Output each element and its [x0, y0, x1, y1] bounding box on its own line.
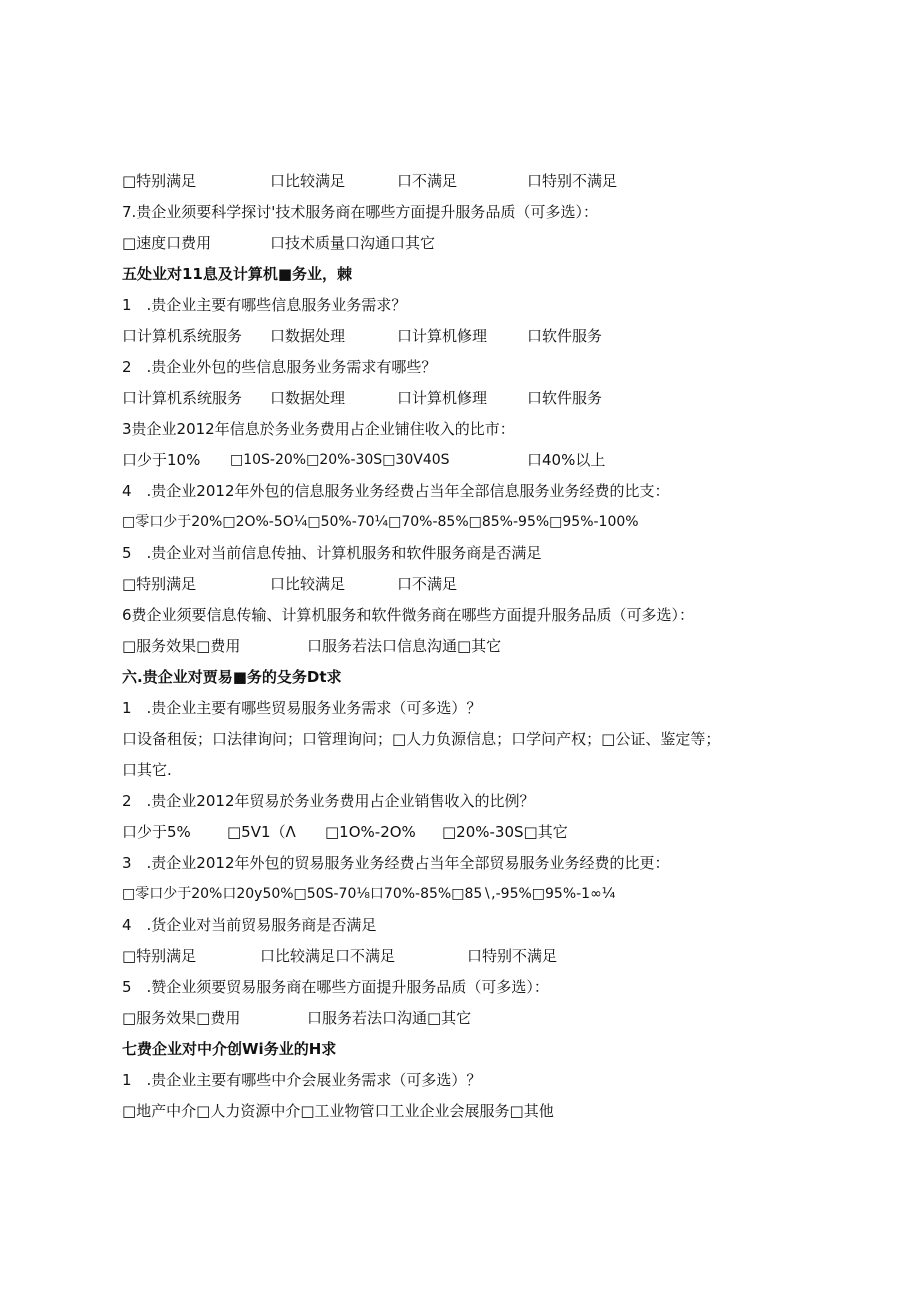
- option-not-satisfied[interactable]: 口不满足: [397, 172, 458, 190]
- option-computer-repair[interactable]: 口计算机修理: [397, 327, 488, 345]
- option-above-40[interactable]: 口40%以上: [527, 451, 606, 469]
- question-7-1: 1 .贵企业主要有哪些中介会展业务需求（可多选）？: [122, 1071, 482, 1089]
- option-speed-cost[interactable]: □速度口费用: [122, 234, 212, 252]
- option-below-10[interactable]: 口少于10%: [122, 451, 201, 469]
- answer-options-5-4[interactable]: □零口少于20%□2O%-5O¼□50%-70¼□70%-85%□85%-95%□95%-100%: [122, 514, 639, 530]
- option-effect-cost[interactable]: □服务效果□费用: [122, 1009, 241, 1027]
- option-very-satisfied[interactable]: □特别满足: [122, 172, 197, 190]
- question-5-5: 5 .贵企业对当前信息传抽、计算机服务和软件服务商是否满足: [122, 544, 542, 562]
- option-not-satisfied[interactable]: 口不满足: [397, 575, 458, 593]
- option-quality-communication-other[interactable]: 口技术质量口沟通口其它: [270, 234, 436, 252]
- option-ranges[interactable]: □10S-20%□20%-30S□30V40S: [230, 452, 450, 468]
- answer-options-6-3[interactable]: □零口少于20%口20y50%□50S-70⅛口70%-85%□85∖,-95%□95%-1∞¼: [122, 886, 616, 902]
- option-computer-system-service[interactable]: 口计算机系统服务: [122, 327, 243, 345]
- question-5-2: 2 .贵企业外包的些信息服务业务需求有哪些？: [122, 358, 437, 376]
- option-10-20[interactable]: □1O%-2O%: [325, 823, 416, 841]
- option-fairly-not-satisfied[interactable]: 口比较满足口不满足: [260, 947, 396, 965]
- option-software-service[interactable]: 口软件服务: [527, 327, 603, 345]
- question-5-6: 6费企业须要信息传输、计算机服务和软件微务商在哪些方面提升服务品质（可多选）：: [122, 606, 695, 624]
- option-fairly-satisfied[interactable]: 口比较满足: [270, 575, 346, 593]
- section-6-heading: 六.贵企业对贾易■务的殳务Dt求: [122, 668, 342, 686]
- option-effect-cost[interactable]: □服务效果□费用: [122, 637, 241, 655]
- question-6-4: 4 .货企业对当前贸易服务商是否满足: [122, 916, 377, 934]
- option-computer-repair[interactable]: 口计算机修理: [397, 389, 488, 407]
- section-5-heading: 五处业对11息及计算机■务业，棘: [122, 265, 353, 283]
- answer-options-6-1[interactable]: 口设备租佞；口法律询问；口管理询问；□人力负源信息；口学问产权；□公证、鉴定等；: [122, 730, 721, 748]
- option-data-processing[interactable]: 口数据处理: [270, 389, 346, 407]
- option-method-communication-other[interactable]: 口服务若法口沟通□其它: [307, 1009, 472, 1027]
- answer-option-other[interactable]: 口其它.: [122, 761, 172, 779]
- option-method-communication-other[interactable]: 口服务若法口信息沟通□其它: [307, 637, 502, 655]
- question-6-1: 1 .贵企业主要有哪些贸易服务业务需求（可多选）？: [122, 699, 482, 717]
- option-20-30-other[interactable]: □20%-30S□其它: [442, 823, 568, 841]
- question-6-3: 3 .责企业2012年外包的贸易服务业务经费占当年全部贸易服务业务经费的比更：: [122, 854, 670, 872]
- option-below-5[interactable]: 口少于5%: [122, 823, 191, 841]
- option-very-satisfied[interactable]: □特别满足: [122, 575, 197, 593]
- question-5-1: 1 .贵企业主要有哪些信息服务业务需求？: [122, 296, 407, 314]
- option-fairly-satisfied[interactable]: 口比较满足: [270, 172, 346, 190]
- question-7: 7.贵企业须要科学探讨'技术服务商在哪些方面提升服务品质（可多选）：: [122, 203, 598, 221]
- option-software-service[interactable]: 口软件服务: [527, 389, 603, 407]
- option-computer-system-service[interactable]: 口计算机系统服务: [122, 389, 243, 407]
- answer-options-7-1[interactable]: □地产中介□人力资源中介□工业物管口工业企业会展服务□其他: [122, 1102, 554, 1120]
- option-very-unsatisfied[interactable]: 口特别不满足: [527, 172, 618, 190]
- question-5-4: 4 .贵企业2012年外包的信息服务业务经费占当年全部信息服务业务经费的比支：: [122, 482, 670, 500]
- question-6-5: 5 .赞企业须要贸易服务商在哪些方面提升服务品质（可多选）：: [122, 978, 549, 996]
- option-5-10[interactable]: □5V1（Λ: [227, 823, 296, 841]
- option-very-satisfied[interactable]: □特别满足: [122, 947, 197, 965]
- question-6-2: 2 .贵企业2012年贸易於务业务费用占企业销售收入的比例？: [122, 792, 535, 810]
- option-data-processing[interactable]: 口数据处理: [270, 327, 346, 345]
- question-5-3: 3贵企业2012年信息於务业务费用占企业铺住收入的比市：: [122, 420, 515, 438]
- option-very-unsatisfied[interactable]: 口特别不满足: [467, 947, 558, 965]
- section-7-heading: 七费企业对中介创Wi务业的H求: [122, 1040, 337, 1058]
